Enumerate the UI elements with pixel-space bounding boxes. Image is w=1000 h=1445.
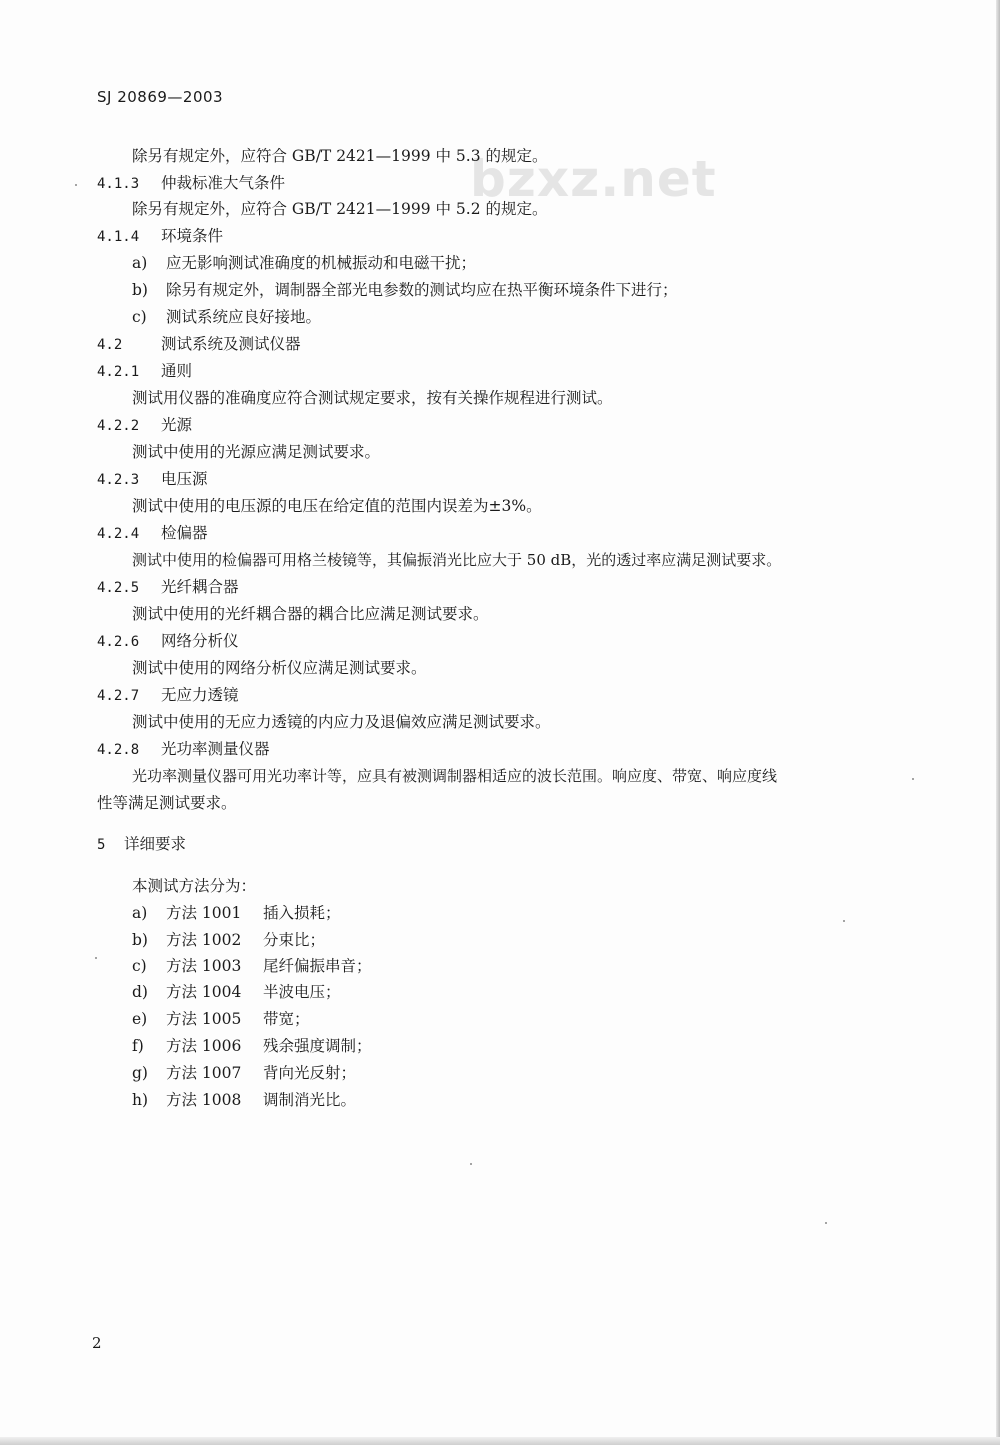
method-code: 方法 1005 [166, 1010, 242, 1028]
method-list-item [132, 1009, 310, 1029]
list-marker: h) [132, 1091, 149, 1109]
method-name: 插入损耗； [263, 904, 341, 922]
method-code: 方法 1004 [166, 983, 242, 1001]
section-number: 4.2.3 [97, 472, 140, 488]
page-right-edge [996, 0, 1000, 1445]
method-list-item [132, 1036, 372, 1056]
section-title: 检偏器 [161, 524, 208, 542]
method-name: 尾纤偏振串音； [263, 957, 372, 975]
method-code: 方法 1007 [166, 1064, 242, 1082]
section-4-2-heading [97, 334, 301, 355]
method-code: 方法 1008 [166, 1091, 242, 1109]
section-4-2-1-heading [97, 361, 192, 382]
section-4-2-5-text: 测试中使用的光纤耦合器的耦合比应满足测试要求。 [132, 605, 489, 623]
section-title: 环境条件 [161, 227, 224, 245]
scan-speck [825, 1222, 827, 1224]
list-marker: c) [132, 957, 147, 975]
section-4-2-6-text: 测试中使用的网络分析仪应满足测试要求。 [132, 659, 427, 677]
section-4-2-6-heading [97, 631, 239, 652]
section-title: 通则 [161, 362, 193, 380]
list-marker: c) [132, 308, 147, 326]
section-number: 4.2.7 [97, 688, 140, 704]
section-title: 网络分析仪 [161, 632, 239, 650]
section-number: 4.2.8 [97, 742, 140, 758]
section-4-2-3-text: 测试中使用的电压源的电压在给定值的范围内误差为±3%。 [132, 497, 542, 515]
section-title: 电压源 [161, 470, 208, 488]
list-text: 应无影响测试准确度的机械振动和电磁干扰； [166, 254, 477, 272]
section-title: 光功率测量仪器 [161, 740, 270, 758]
section-5-intro: 本测试方法分为： [132, 877, 257, 895]
section-4-1-3-heading [97, 173, 285, 194]
method-list-item [132, 1090, 356, 1110]
section-number: 5 [97, 837, 106, 853]
scan-speck [75, 184, 77, 186]
section-4-2-8-heading [97, 739, 270, 760]
section-4-2-1-text: 测试用仪器的准确度应符合测试规定要求，按有关操作规程进行测试。 [132, 389, 613, 407]
list-marker: d) [132, 983, 148, 1001]
method-name: 分束比； [263, 931, 326, 949]
section-4-1-4-heading [97, 226, 223, 247]
scan-speck [470, 1163, 472, 1165]
watermark: bzxz.net [470, 150, 717, 208]
page-number: 2 [92, 1334, 102, 1352]
list-marker: b) [132, 931, 148, 949]
list-marker: g) [132, 1064, 148, 1082]
section-4-2-2-text: 测试中使用的光源应满足测试要求。 [132, 443, 381, 461]
method-code: 方法 1006 [166, 1037, 242, 1055]
method-list-item [132, 1063, 356, 1083]
section-4-2-7-text: 测试中使用的无应力透镜的内应力及退偏效应满足测试要求。 [132, 713, 551, 731]
list-marker: b) [132, 281, 148, 299]
method-list-item [132, 930, 325, 950]
section-number: 4.2.4 [97, 526, 140, 542]
method-list-item [132, 956, 372, 976]
scan-speck [95, 957, 97, 959]
section-4-2-2-heading [97, 415, 192, 436]
section-title: 仲裁标准大气条件 [161, 174, 286, 192]
section-4-2-5-heading [97, 577, 239, 598]
list-item [132, 307, 321, 327]
scan-speck [843, 920, 845, 922]
method-name: 调制消光比。 [263, 1091, 357, 1109]
method-code: 方法 1001 [166, 904, 242, 922]
method-code: 方法 1002 [166, 931, 242, 949]
section-title: 无应力透镜 [161, 686, 239, 704]
section-number: 4.2.6 [97, 634, 140, 650]
section-4-1-3-text: 除另有规定外，应符合 GB/T 2421—1999 中 5.2 的规定。 [132, 200, 548, 218]
section-4-2-4-heading [97, 523, 208, 544]
section-title: 详细要求 [124, 835, 187, 853]
section-4-2-7-heading [97, 685, 239, 706]
section-number: 4.2.1 [97, 364, 140, 380]
method-list-item [132, 982, 341, 1002]
list-item [132, 253, 476, 273]
list-text: 测试系统应良好接地。 [166, 308, 322, 326]
list-item [132, 280, 678, 300]
section-title: 光纤耦合器 [161, 578, 239, 596]
list-marker: f) [132, 1037, 144, 1055]
list-marker: a) [132, 254, 148, 272]
method-list-item [132, 903, 341, 923]
method-code: 方法 1003 [166, 957, 242, 975]
method-name: 半波电压； [263, 983, 341, 1001]
method-name: 残余强度调制； [263, 1037, 372, 1055]
section-4-2-4-text: 测试中使用的检偏器可用格兰棱镜等，其偏振消光比应大于 50 dB，光的透过率应满足测试要求。 [132, 551, 782, 569]
section-5-heading [97, 834, 186, 855]
list-marker: e) [132, 1010, 148, 1028]
method-name: 带宽； [263, 1010, 310, 1028]
scan-speck [912, 778, 914, 780]
section-4-2-8-text-line2: 性等满足测试要求。 [97, 794, 237, 812]
section-title: 测试系统及测试仪器 [161, 335, 301, 353]
section-4-2-3-heading [97, 469, 208, 490]
intro-paragraph: 除另有规定外，应符合 GB/T 2421—1999 中 5.3 的规定。 [132, 147, 548, 165]
section-number: 4.2.5 [97, 580, 140, 596]
list-text: 除另有规定外，调制器全部光电参数的测试均应在热平衡环境条件下进行； [166, 281, 678, 299]
section-4-2-8-text-line1: 光功率测量仪器可用光功率计等，应具有被测调制器相适应的波长范围。响应度、带宽、响应度线 [132, 767, 778, 785]
list-marker: a) [132, 904, 148, 922]
section-number: 4.1.4 [97, 229, 140, 245]
section-number: 4.2 [97, 337, 123, 353]
section-title: 光源 [161, 416, 193, 434]
method-name: 背向光反射； [263, 1064, 357, 1082]
page-bottom-edge [0, 1437, 1000, 1445]
section-number: 4.1.3 [97, 176, 140, 192]
section-number: 4.2.2 [97, 418, 140, 434]
document-header-id: SJ 20869—2003 [97, 88, 224, 106]
